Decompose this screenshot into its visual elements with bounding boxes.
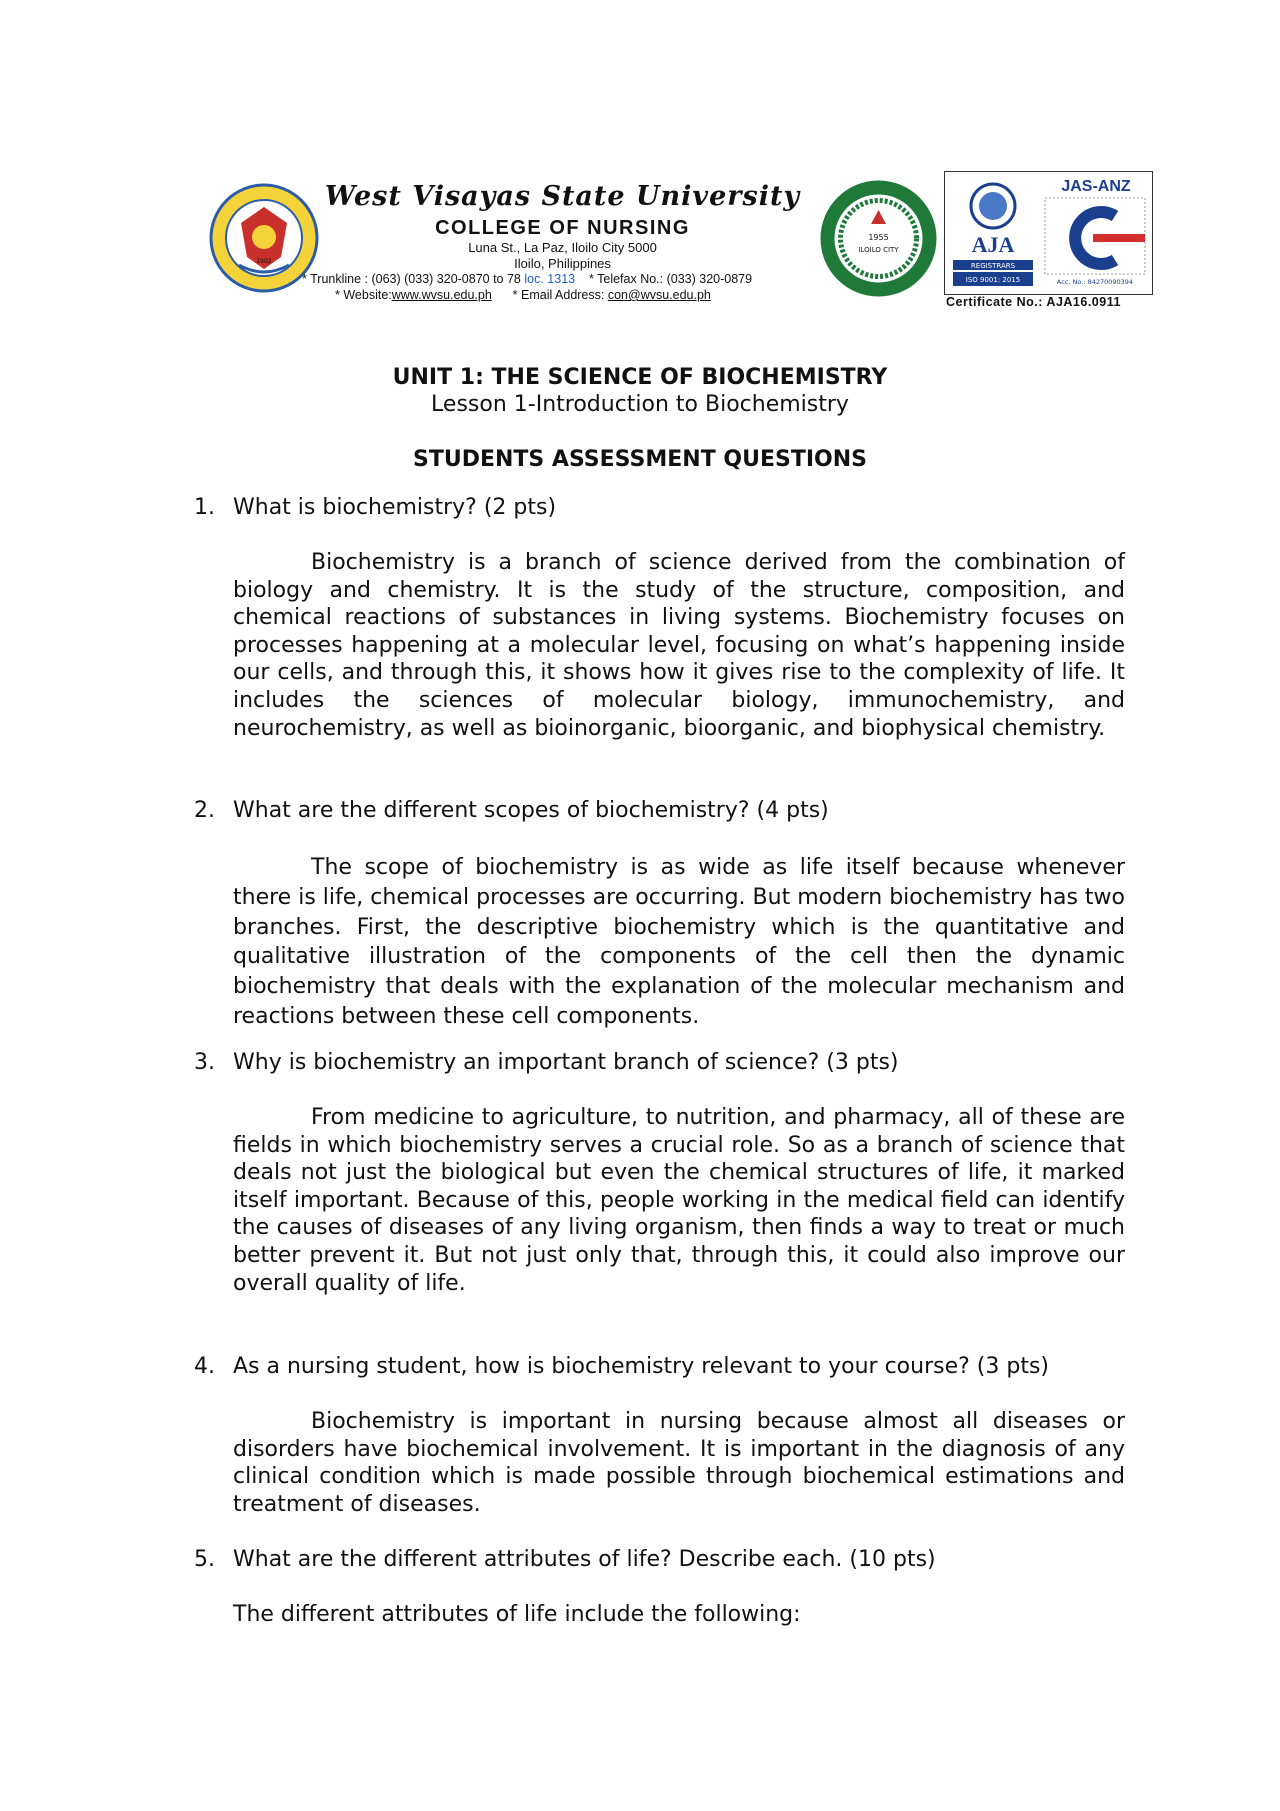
- seal2-year: 1955: [868, 233, 889, 242]
- answer-2: The scope of biochemistry is as wide as life itself because whenever there is life, chemical processes are occurring. But modern biochemistry has two branches. First, the descriptive biochemistry which is the quantitative and qualitative illustration of the components of the cell then the dynamic biochemistry that deals with the explanation of the molecular mechanism and reactions between these cell components.: [233, 855, 1125, 1029]
- acc-text: Acc. No.: 84270090394: [1056, 278, 1134, 286]
- trunkline-loc: loc. 1313: [524, 272, 576, 286]
- iso-text: ISO 9001: 2015: [965, 276, 1021, 284]
- section-title: STUDENTS ASSESSMENT QUESTIONS: [413, 447, 867, 472]
- website-link[interactable]: www.wvsu.edu.ph: [391, 288, 492, 302]
- question-number: 3.: [194, 1050, 215, 1075]
- email-label: * Email Address:: [512, 288, 605, 302]
- question-text: Why is biochemistry an important branch of science? (3 pts): [233, 1050, 899, 1075]
- letterhead: [0, 0, 1280, 330]
- contact-row-1: [302, 271, 827, 287]
- seal1-year: 1902: [256, 258, 272, 265]
- question-number: 4.: [194, 1354, 215, 1379]
- aja-text: AJA: [971, 232, 1015, 257]
- seal2-city: ILOILO CITY: [858, 246, 899, 254]
- website-label: * Website:: [335, 288, 392, 302]
- university-name: West Visayas State University: [324, 181, 801, 212]
- question-1: [194, 494, 556, 522]
- aja-sub-text: REGISTRARS: [970, 262, 1016, 270]
- unit-title: UNIT 1: THE SCIENCE OF BIOCHEMISTRY: [392, 365, 888, 390]
- question-4: [194, 1353, 1049, 1381]
- college-seal-logo: [818, 178, 939, 299]
- answer-1: Biochemistry is a branch of science derived from the combination of biology and chemistry. It is the study of the structure, composition, and chemical reactions of substances in living systems. Biochemistry focuses on processes happening at a molecular level, focusing on what’s happening inside our cells, and through this, it shows how it gives rise to the complexity of life. It includes the sciences of molecular biology, immunochemistry, and neurochemistry, as well as bioinorganic, bioorganic, and biophysical chemistry.: [233, 550, 1125, 741]
- answer-4: Biochemistry is important in nursing because almost all diseases or disorders have biochemical involvement. It is important in the diagnosis of any clinical condition which is made possible through biochemical estimations and treatment of diseases.: [233, 1409, 1125, 1517]
- lesson-title: Lesson 1-Introduction to Biochemistry: [431, 392, 849, 417]
- email-link[interactable]: con@wvsu.edu.ph: [607, 288, 711, 302]
- contact-info: [302, 271, 827, 303]
- answer-3: From medicine to agriculture, to nutrition, and pharmacy, all of these are fields in which biochemistry serves a crucial role. So as a branch of science that deals not just the biological but even the chemical structures of life, it marked itself important. Because of this, people working in the medical field can identify the causes of diseases of any living organism, then finds a way to treat or much better prevent it. But not just only that, through this, it could also improve our overall quality of life.: [233, 1105, 1125, 1296]
- question-text: What is biochemistry? (2 pts): [233, 495, 557, 520]
- question-text: What are the different attributes of life? Describe each. (10 pts): [233, 1547, 936, 1572]
- address-line-2: Iloilo, Philippines: [514, 256, 611, 271]
- question-text: What are the different scopes of biochemistry? (4 pts): [233, 798, 829, 823]
- question-number: 1.: [194, 495, 215, 520]
- college-name: COLLEGE OF NURSING: [435, 217, 690, 239]
- jas-anz-label: JAS-ANZ: [1061, 178, 1131, 195]
- address-line-1: Luna St., La Paz, Iloilo City 5000: [468, 240, 657, 255]
- question-3: [194, 1049, 899, 1077]
- contact-row-2: [302, 287, 827, 303]
- question-2: [194, 797, 829, 825]
- question-number: 2.: [194, 798, 215, 823]
- question-text: As a nursing student, how is biochemistry relevant to your course? (3 pts): [233, 1354, 1049, 1379]
- certificate-number: Certificate No.: AJA16.0911: [946, 295, 1121, 309]
- question-number: 5.: [194, 1547, 215, 1572]
- trunkline: * Trunkline : (063) (033) 320-0870 to 78: [302, 272, 521, 286]
- answer-5: The different attributes of life include the following:: [233, 1602, 801, 1627]
- question-5: [194, 1546, 936, 1574]
- letterhead-text: [300, 180, 825, 272]
- telefax: * Telefax No.: (033) 320-0879: [589, 272, 753, 286]
- certification-box: [944, 171, 1153, 295]
